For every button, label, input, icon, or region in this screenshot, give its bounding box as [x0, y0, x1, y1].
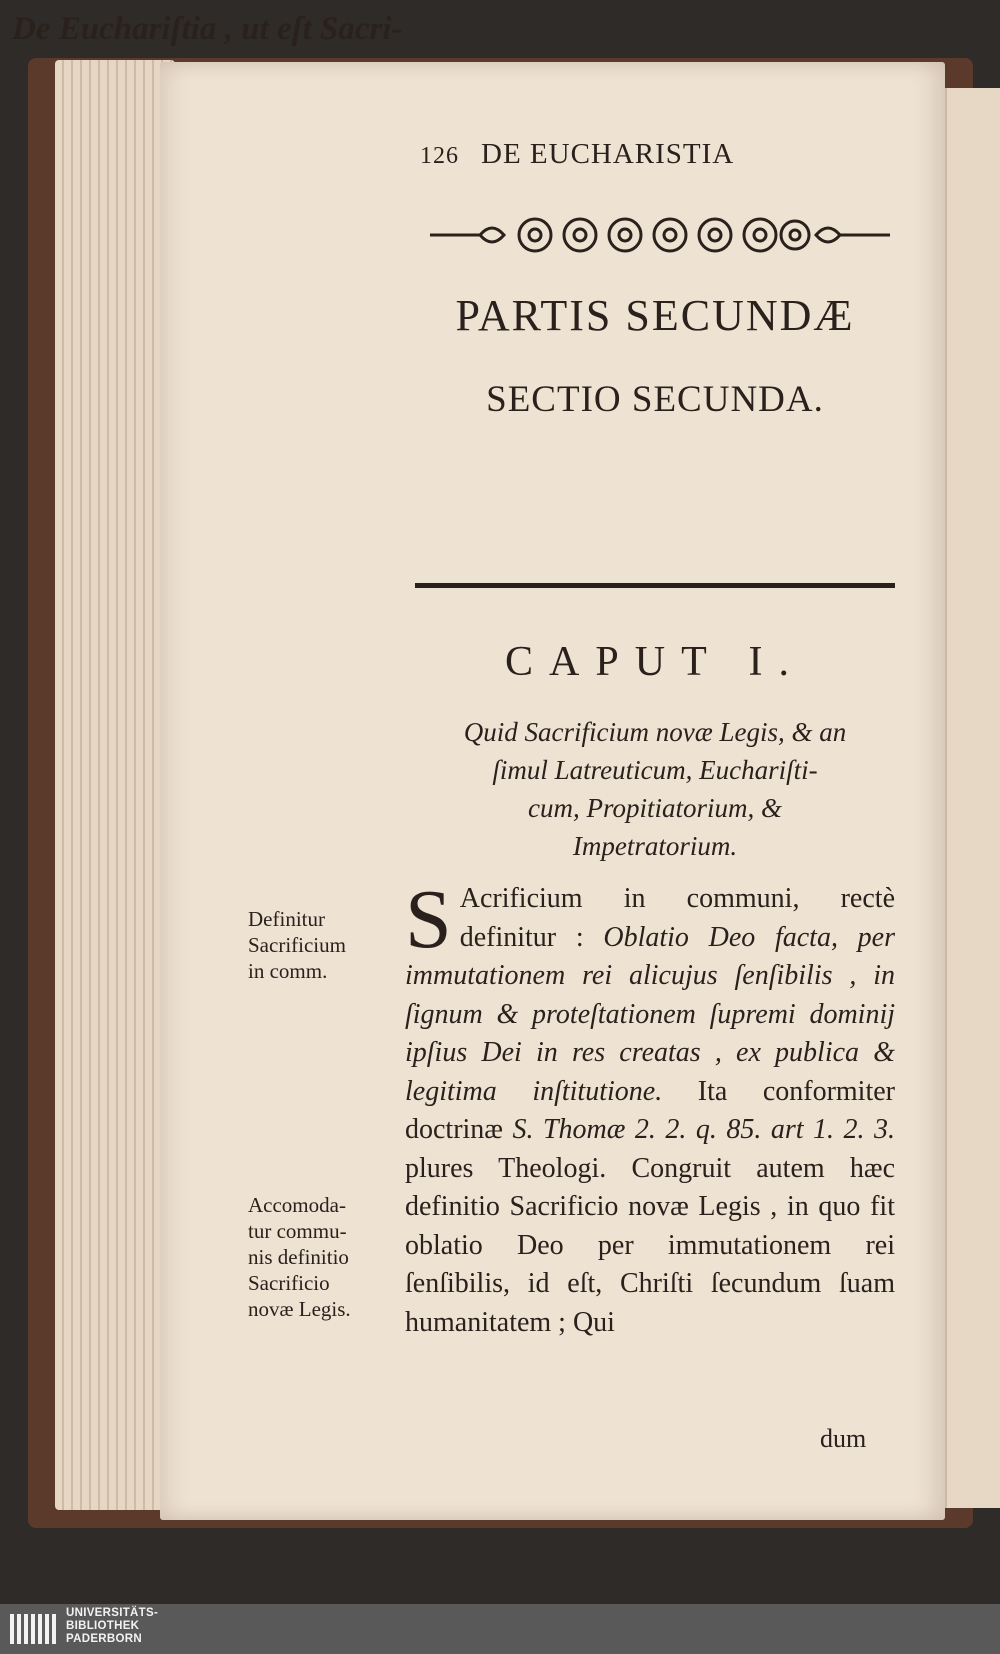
definition-text: Oblatio Deo facta, per immutationem rei alicujus ſenſibilis , in ſignum & proteſtationem ſupremi dominij ipſius Dei in res creatas , ex publica & legitima inſtitutione. — [405, 921, 895, 1107]
library-name — [66, 1607, 158, 1646]
summary-line: cum, Propitiatorium, & — [528, 793, 782, 823]
section-rule — [415, 582, 895, 590]
drop-cap: S — [405, 873, 452, 966]
catchword: dum — [820, 1424, 867, 1453]
body-text-run: plures Theologi. Congruit autem hæc definitio Sacrificio novæ Legis , in quo fit oblatio Deo per immutationem rei ſenſibilis, id eſt, Chriſti ſecundum ſuam humanitatem ; Qui — [405, 1152, 895, 1338]
margin-note-line: Accomoda- — [248, 1193, 346, 1217]
margin-note-line: tur commu- — [248, 1219, 347, 1243]
chapter-summary — [405, 713, 905, 865]
ornament-band — [425, 210, 895, 260]
page-number: 126 — [420, 143, 459, 169]
citation-text: S. Thomæ 2. 2. q. 85. art 1. 2. 3. — [512, 1114, 895, 1145]
library-name-line: BIBLIOTHEK — [66, 1620, 140, 1632]
summary-line: ſimul Latreuticum, Euchariſti- — [492, 755, 818, 785]
library-logo-icon — [8, 1612, 60, 1646]
section-title: SECTIO SECUNDA. — [486, 379, 824, 420]
margin-note-line: Definitur — [248, 907, 325, 931]
running-head-title: DE EUCHARISTIA — [481, 138, 735, 170]
body-text-run: Acrificium in communi, rectè definitur : — [459, 883, 895, 953]
summary-line: Quid Sacrificium novæ Legis, & an — [463, 717, 847, 747]
margin-note-accommodation — [248, 1192, 400, 1322]
margin-note-line: in comm. — [248, 959, 328, 983]
margin-note-line: nis definitio — [248, 1245, 349, 1269]
margin-note-line: novæ Legis. — [248, 1297, 351, 1321]
facing-page-edge — [945, 88, 1000, 1508]
library-name-line: PADERBORN — [66, 1633, 142, 1645]
chapter-heading: CAPUT I. — [505, 639, 805, 685]
page-edges — [55, 60, 175, 1510]
subtitle-line-1: De Euchariſtia , ut eſt Sacri- — [12, 11, 403, 47]
part-title: PARTIS SECUNDÆ — [455, 291, 855, 340]
summary-line: Impetratorium. — [572, 831, 738, 861]
body-text-run: Ita conformiter doctrinæ — [405, 1075, 895, 1145]
margin-note-definition — [248, 906, 400, 984]
body-text — [405, 873, 895, 1342]
margin-note-line: Sacrificio — [248, 1271, 330, 1295]
running-head — [420, 138, 900, 171]
library-name-line: UNIVERSITÄTS- — [66, 1607, 159, 1619]
margin-note-line: Sacrificium — [248, 933, 346, 957]
